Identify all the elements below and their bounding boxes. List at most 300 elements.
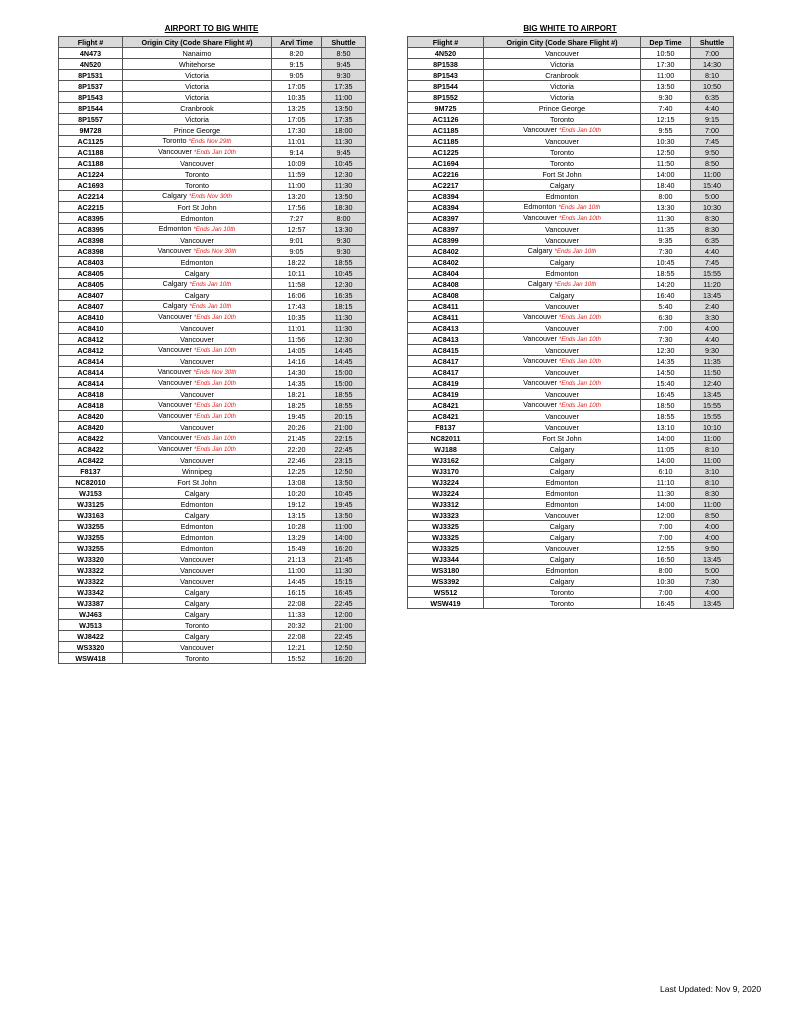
table-row: [408, 499, 734, 510]
shuttle-time-cell: 7:30: [691, 576, 734, 587]
origin-city-cell: [484, 158, 641, 169]
origin-city-cell: [484, 279, 641, 290]
end-date-note: *Ends Jan 10th: [193, 413, 236, 420]
flight-time-cell: 9:55: [641, 125, 691, 136]
flight-number-cell: AC8404: [408, 268, 484, 279]
origin-city-name: Edmonton: [545, 268, 579, 278]
flight-time-cell: 12:57: [272, 224, 322, 235]
shuttle-time-cell: 8:00: [322, 213, 366, 224]
origin-city-name: Vancouver: [523, 356, 557, 365]
origin-city-name: Victoria: [185, 114, 209, 124]
flight-number-cell: 8P1543: [408, 70, 484, 81]
col-header-shuttle: Shuttle: [691, 37, 734, 48]
flight-number-cell: AC8414: [59, 356, 123, 367]
origin-city-cell: [484, 521, 641, 532]
origin-city-name: Fort St John: [542, 433, 582, 443]
table-row: [408, 521, 734, 532]
flight-number-cell: AC8422: [59, 444, 123, 455]
table-row: [59, 400, 366, 411]
origin-city-cell: [484, 356, 641, 367]
flight-time-cell: 7:00: [641, 323, 691, 334]
shuttle-time-cell: 8:50: [322, 48, 366, 59]
flight-number-cell: AC8408: [408, 279, 484, 290]
table-row: [408, 279, 734, 290]
shuttle-time-cell: 11:00: [691, 169, 734, 180]
origin-city-cell: [123, 521, 272, 532]
origin-city-cell: [123, 389, 272, 400]
flight-time-cell: 21:45: [272, 433, 322, 444]
table-row: [408, 532, 734, 543]
flight-number-cell: AC1126: [408, 114, 484, 125]
shuttle-time-cell: 18:00: [322, 125, 366, 136]
shuttle-time-cell: 18:55: [322, 389, 366, 400]
flight-time-cell: 15:49: [272, 543, 322, 554]
flight-time-cell: 14:35: [641, 356, 691, 367]
origin-city-cell: [123, 345, 272, 356]
table-row: [59, 136, 366, 147]
origin-city-cell: [484, 543, 641, 554]
table-row: [408, 147, 734, 158]
table-row: [59, 510, 366, 521]
table-row: [59, 114, 366, 125]
flight-number-cell: AC8397: [408, 224, 484, 235]
shuttle-time-cell: 12:30: [322, 169, 366, 180]
table-row: [59, 323, 366, 334]
shuttle-time-cell: 18:15: [322, 301, 366, 312]
origin-city-name: Vancouver: [523, 213, 557, 222]
end-date-note: *Ends Jan 10th: [189, 281, 232, 288]
flight-number-cell: WJ153: [59, 488, 123, 499]
flight-number-cell: WJ3325: [408, 532, 484, 543]
table-row: [59, 235, 366, 246]
origin-city-cell: [123, 576, 272, 587]
shuttle-time-cell: 4:00: [691, 323, 734, 334]
flight-number-cell: AC8398: [59, 246, 123, 257]
flight-time-cell: 22:20: [272, 444, 322, 455]
flight-time-cell: 9:05: [272, 70, 322, 81]
shuttle-time-cell: 22:45: [322, 598, 366, 609]
shuttle-time-cell: 11:00: [691, 499, 734, 510]
origin-city-cell: [484, 499, 641, 510]
flight-time-cell: 12:15: [641, 114, 691, 125]
origin-city-name: Vancouver: [180, 554, 214, 564]
origin-city-cell: [484, 180, 641, 191]
origin-city-name: Edmonton: [158, 224, 192, 233]
flight-time-cell: 14:00: [641, 455, 691, 466]
origin-city-cell: [123, 213, 272, 224]
origin-city-cell: [123, 290, 272, 301]
shuttle-time-cell: 13:45: [691, 290, 734, 301]
origin-city-cell: [123, 510, 272, 521]
flight-number-cell: AC8422: [59, 455, 123, 466]
origin-city-name: Edmonton: [545, 477, 579, 487]
flight-time-cell: 10:28: [272, 521, 322, 532]
origin-city-name: Calgary: [184, 488, 210, 498]
table-row: [408, 180, 734, 191]
table-row: [408, 257, 734, 268]
origin-city-cell: [123, 565, 272, 576]
origin-city-cell: [123, 488, 272, 499]
origin-city-cell: [484, 312, 641, 323]
origin-city-cell: [484, 444, 641, 455]
shuttle-time-cell: 9:50: [691, 543, 734, 554]
flight-time-cell: 16:06: [272, 290, 322, 301]
origin-city-cell: [123, 312, 272, 323]
flight-number-cell: AC8418: [59, 389, 123, 400]
shuttle-time-cell: 15:40: [691, 180, 734, 191]
origin-city-cell: [484, 532, 641, 543]
flight-time-cell: 11:58: [272, 279, 322, 290]
origin-city-name: Calgary: [549, 554, 575, 564]
origin-city-name: Vancouver: [180, 356, 214, 366]
shuttle-time-cell: 21:00: [322, 620, 366, 631]
table-row: [59, 488, 366, 499]
flight-number-cell: WJ3170: [408, 466, 484, 477]
table-row: [408, 301, 734, 312]
origin-city-cell: [123, 422, 272, 433]
flight-number-cell: WJ3323: [408, 510, 484, 521]
flight-number-cell: AC1693: [59, 180, 123, 191]
col-header-time: Arvl Time: [272, 37, 322, 48]
end-date-note: *Ends Jan 10th: [554, 248, 597, 255]
big-white-to-airport-table: [407, 36, 734, 609]
flight-time-cell: 19:12: [272, 499, 322, 510]
shuttle-time-cell: 8:50: [691, 158, 734, 169]
flight-time-cell: 12:30: [641, 345, 691, 356]
flight-number-cell: AC8413: [408, 323, 484, 334]
shuttle-time-cell: 2:40: [691, 301, 734, 312]
shuttle-time-cell: 4:00: [691, 521, 734, 532]
origin-city-cell: [484, 301, 641, 312]
shuttle-time-cell: 7:00: [691, 125, 734, 136]
origin-city-name: Victoria: [550, 59, 574, 69]
table-row: [59, 532, 366, 543]
flight-number-cell: WS3320: [59, 642, 123, 653]
flight-number-cell: AC8412: [59, 345, 123, 356]
end-date-note: *Ends Jan 10th: [558, 336, 601, 343]
flight-time-cell: 11:00: [272, 180, 322, 191]
table-row: [59, 334, 366, 345]
table-row: [408, 125, 734, 136]
shuttle-time-cell: 13:30: [322, 224, 366, 235]
flight-time-cell: 8:20: [272, 48, 322, 59]
origin-city-name: Calgary: [549, 180, 575, 190]
origin-city-name: Edmonton: [545, 499, 579, 509]
flight-time-cell: 11:01: [272, 323, 322, 334]
flight-time-cell: 11:00: [272, 565, 322, 576]
shuttle-time-cell: 17:35: [322, 81, 366, 92]
origin-city-name: Calgary: [527, 279, 553, 288]
origin-city-name: Vancouver: [158, 312, 192, 321]
flight-number-cell: AC1185: [408, 125, 484, 136]
flight-time-cell: 21:13: [272, 554, 322, 565]
origin-city-name: Vancouver: [545, 543, 579, 553]
origin-city-name: Vancouver: [180, 422, 214, 432]
col-header-time: Dep Time: [641, 37, 691, 48]
flight-time-cell: 14:35: [272, 378, 322, 389]
shuttle-time-cell: 11:20: [691, 279, 734, 290]
flight-time-cell: 15:52: [272, 653, 322, 664]
end-date-note: *Ends Jan 10th: [558, 314, 601, 321]
table-row: [408, 202, 734, 213]
flight-time-cell: 11:30: [641, 488, 691, 499]
table-row: [408, 356, 734, 367]
end-date-note: *Ends Jan 10th: [193, 446, 236, 453]
table-row: [59, 147, 366, 158]
flight-number-cell: WJ188: [408, 444, 484, 455]
table-row: [59, 213, 366, 224]
flight-number-cell: WS512: [408, 587, 484, 598]
end-date-note: *Ends Nov 29th: [188, 138, 232, 145]
flight-number-cell: AC8395: [59, 213, 123, 224]
origin-city-cell: [484, 136, 641, 147]
flight-time-cell: 11:05: [641, 444, 691, 455]
end-date-note: *Ends Jan 10th: [193, 380, 236, 387]
origin-city-name: Calgary: [549, 466, 575, 476]
origin-city-name: Calgary: [184, 510, 210, 520]
table-row: [59, 202, 366, 213]
flight-time-cell: 15:40: [641, 378, 691, 389]
flight-time-cell: 8:00: [641, 565, 691, 576]
end-date-note: *Ends Jan 10th: [554, 281, 597, 288]
origin-city-name: Calgary: [549, 521, 575, 531]
flight-time-cell: 12:21: [272, 642, 322, 653]
flight-number-cell: AC8410: [59, 312, 123, 323]
origin-city-cell: [484, 378, 641, 389]
flight-number-cell: AC8414: [59, 367, 123, 378]
flight-time-cell: 13:25: [272, 103, 322, 114]
origin-city-cell: [123, 169, 272, 180]
flight-number-cell: WJ463: [59, 609, 123, 620]
flight-time-cell: 13:08: [272, 477, 322, 488]
origin-city-cell: [123, 554, 272, 565]
shuttle-time-cell: 14:45: [322, 356, 366, 367]
flight-time-cell: 11:59: [272, 169, 322, 180]
flight-time-cell: 17:43: [272, 301, 322, 312]
table-row: [59, 433, 366, 444]
table-row: [408, 444, 734, 455]
origin-city-name: Vancouver: [157, 246, 192, 255]
shuttle-time-cell: 7:00: [691, 48, 734, 59]
origin-city-cell: [484, 70, 641, 81]
table-row: [59, 543, 366, 554]
flight-number-cell: 8P1552: [408, 92, 484, 103]
origin-city-cell: [123, 59, 272, 70]
flight-number-cell: AC8402: [408, 246, 484, 257]
flight-time-cell: 6:10: [641, 466, 691, 477]
end-date-note: *Ends Jan 10th: [558, 380, 601, 387]
shuttle-time-cell: 13:50: [322, 477, 366, 488]
flight-number-cell: WJ3255: [59, 543, 123, 554]
flight-time-cell: 14:05: [272, 345, 322, 356]
table-row: [59, 345, 366, 356]
table-row: [408, 213, 734, 224]
end-date-note: *Ends Nov 30th: [193, 369, 237, 376]
flight-number-cell: NC82011: [408, 433, 484, 444]
origin-city-name: Toronto: [185, 620, 209, 630]
origin-city-cell: [484, 466, 641, 477]
flight-time-cell: 10:30: [641, 136, 691, 147]
table-row: [59, 521, 366, 532]
shuttle-time-cell: 11:00: [691, 433, 734, 444]
table-row: [59, 389, 366, 400]
origin-city-name: Vancouver: [545, 136, 579, 146]
origin-city-name: Toronto: [550, 598, 574, 608]
origin-city-cell: [484, 554, 641, 565]
origin-city-cell: [123, 257, 272, 268]
shuttle-time-cell: 8:10: [691, 444, 734, 455]
origin-city-name: Vancouver: [545, 301, 579, 311]
origin-city-cell: [484, 81, 641, 92]
flight-time-cell: 6:30: [641, 312, 691, 323]
origin-city-cell: [484, 147, 641, 158]
shuttle-time-cell: 22:15: [322, 433, 366, 444]
end-date-note: *Ends Jan 10th: [193, 347, 236, 354]
shuttle-time-cell: 14:30: [691, 59, 734, 70]
flight-time-cell: 13:15: [272, 510, 322, 521]
col-header-shuttle: Shuttle: [322, 37, 366, 48]
origin-city-name: Edmonton: [545, 488, 579, 498]
shuttle-time-cell: 15:00: [322, 367, 366, 378]
origin-city-name: Calgary: [184, 631, 210, 641]
flight-number-cell: WJ8422: [59, 631, 123, 642]
table-row: [408, 565, 734, 576]
table-row: [408, 92, 734, 103]
flight-time-cell: 17:05: [272, 114, 322, 125]
origin-city-name: Toronto: [550, 114, 574, 124]
origin-city-name: Vancouver: [523, 312, 557, 321]
origin-city-cell: [484, 290, 641, 301]
shuttle-time-cell: 15:00: [322, 378, 366, 389]
origin-city-cell: [484, 477, 641, 488]
origin-city-name: Edmonton: [545, 191, 579, 201]
origin-city-cell: [484, 334, 641, 345]
shuttle-time-cell: 14:45: [322, 345, 366, 356]
shuttle-time-cell: 21:00: [322, 422, 366, 433]
origin-city-name: Fort St John: [542, 169, 582, 179]
origin-city-cell: [484, 114, 641, 125]
origin-city-cell: [123, 114, 272, 125]
flight-number-cell: AC8405: [59, 268, 123, 279]
flight-number-cell: AC8410: [59, 323, 123, 334]
col-header-flight: Flight #: [408, 37, 484, 48]
flight-time-cell: 12:25: [272, 466, 322, 477]
origin-city-name: Vancouver: [545, 323, 579, 333]
table-row: [59, 422, 366, 433]
shuttle-time-cell: 7:45: [691, 136, 734, 147]
origin-city-name: Vancouver: [158, 433, 192, 442]
flight-number-cell: AC2217: [408, 180, 484, 191]
flight-number-cell: AC8414: [59, 378, 123, 389]
table-row: [59, 378, 366, 389]
origin-city-name: Vancouver: [523, 400, 557, 409]
flight-number-cell: AC2215: [59, 202, 123, 213]
origin-city-cell: [123, 103, 272, 114]
shuttle-time-cell: 8:10: [691, 70, 734, 81]
flight-time-cell: 17:30: [641, 59, 691, 70]
origin-city-cell: [484, 565, 641, 576]
origin-city-cell: [484, 268, 641, 279]
shuttle-time-cell: 9:45: [322, 59, 366, 70]
flight-number-cell: WJ3342: [59, 587, 123, 598]
airport-to-big-white-table: [58, 36, 366, 664]
flight-number-cell: WJ3255: [59, 532, 123, 543]
origin-city-cell: [123, 235, 272, 246]
origin-city-name: Calgary: [549, 455, 575, 465]
shuttle-time-cell: 21:45: [322, 554, 366, 565]
table-row: [408, 378, 734, 389]
flight-number-cell: AC8402: [408, 257, 484, 268]
shuttle-time-cell: 3:10: [691, 466, 734, 477]
shuttle-time-cell: 10:10: [691, 422, 734, 433]
shuttle-time-cell: 11:00: [322, 92, 366, 103]
origin-city-cell: [484, 587, 641, 598]
table-row: [408, 598, 734, 609]
origin-city-cell: [123, 653, 272, 664]
origin-city-cell: [123, 323, 272, 334]
shuttle-time-cell: 9:45: [322, 147, 366, 158]
origin-city-cell: [123, 378, 272, 389]
shuttle-time-cell: 9:30: [322, 235, 366, 246]
shuttle-time-cell: 15:55: [691, 400, 734, 411]
origin-city-cell: [484, 235, 641, 246]
shuttle-time-cell: 10:45: [322, 488, 366, 499]
flight-time-cell: 10:30: [641, 576, 691, 587]
origin-city-cell: [123, 598, 272, 609]
flight-number-cell: WJ3255: [59, 521, 123, 532]
table-row: [408, 510, 734, 521]
table-row: [408, 466, 734, 477]
flight-number-cell: AC8403: [59, 257, 123, 268]
table-row: [408, 48, 734, 59]
origin-city-name: Vancouver: [523, 378, 557, 387]
end-date-note: *Ends Jan 10th: [193, 435, 236, 442]
shuttle-time-cell: 11:35: [691, 356, 734, 367]
shuttle-time-cell: 9:15: [691, 114, 734, 125]
table-row: [408, 81, 734, 92]
origin-city-name: Calgary: [184, 290, 210, 300]
flight-number-cell: AC1224: [59, 169, 123, 180]
origin-city-cell: [484, 103, 641, 114]
origin-city-name: Calgary: [549, 290, 575, 300]
table-row: [59, 620, 366, 631]
table-row: [59, 598, 366, 609]
origin-city-name: Vancouver: [545, 422, 579, 432]
flight-number-cell: F8137: [59, 466, 123, 477]
origin-city-name: Vancouver: [545, 389, 579, 399]
origin-city-name: Toronto: [185, 180, 209, 190]
end-date-note: *Ends Jan 10th: [558, 127, 601, 134]
end-date-note: *Ends Jan 10th: [558, 358, 601, 365]
flight-number-cell: AC8413: [408, 334, 484, 345]
origin-city-cell: [484, 224, 641, 235]
shuttle-time-cell: 14:00: [322, 532, 366, 543]
shuttle-time-cell: 10:50: [691, 81, 734, 92]
shuttle-time-cell: 4:40: [691, 246, 734, 257]
origin-city-cell: [484, 213, 641, 224]
shuttle-time-cell: 8:10: [691, 477, 734, 488]
flight-number-cell: 8P1557: [59, 114, 123, 125]
origin-city-name: Vancouver: [158, 411, 192, 420]
origin-city-cell: [123, 477, 272, 488]
flight-time-cell: 9:35: [641, 235, 691, 246]
origin-city-name: Calgary: [162, 279, 188, 288]
flight-time-cell: 22:08: [272, 631, 322, 642]
flight-number-cell: 8P1538: [408, 59, 484, 70]
flight-time-cell: 14:50: [641, 367, 691, 378]
flight-number-cell: AC1225: [408, 147, 484, 158]
flight-number-cell: AC2214: [59, 191, 123, 202]
